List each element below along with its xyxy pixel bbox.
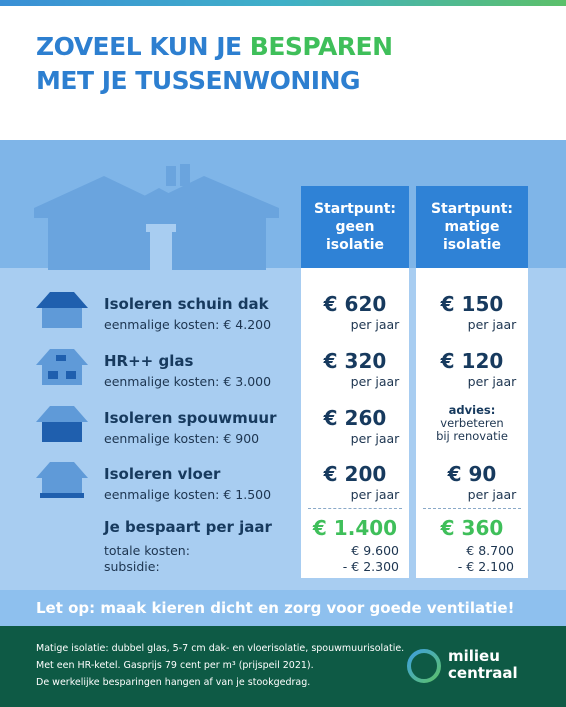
row-period: per jaar bbox=[350, 374, 400, 389]
total-costs: € 9.600 bbox=[351, 543, 399, 558]
row-period: per jaar bbox=[467, 317, 517, 332]
row-amount: € 150 bbox=[440, 292, 504, 316]
column-header-line: Startpunt: bbox=[430, 201, 514, 217]
row-amount: € 200 bbox=[323, 462, 387, 486]
house-floor-icon bbox=[36, 460, 88, 498]
total-subsidy: - € 2.100 bbox=[457, 559, 514, 574]
milieu-centraal-logo-icon bbox=[406, 648, 442, 684]
title-line2: MET JE TUSSENWONING bbox=[36, 66, 361, 95]
house-roof-icon bbox=[36, 290, 88, 328]
total-amount: € 1.400 bbox=[312, 516, 398, 540]
row-cost: eenmalige kosten: € 4.200 bbox=[104, 317, 272, 332]
column-header-line: isolatie bbox=[326, 237, 384, 253]
advice-text: verbeteren bbox=[440, 416, 504, 430]
total-costs: € 8.700 bbox=[466, 543, 514, 558]
logo-text bbox=[448, 648, 518, 682]
column-header-line: geen bbox=[335, 219, 375, 235]
advice-label: advies: bbox=[448, 403, 496, 417]
total-subsidy-label: subsidie: bbox=[104, 559, 160, 574]
footer-notes bbox=[36, 640, 416, 691]
total-title: Je bespaart per jaar bbox=[104, 518, 272, 536]
column-header-moderate-insulation bbox=[416, 186, 528, 268]
top-gradient-bar bbox=[0, 0, 566, 6]
total-costs-label: totale kosten: bbox=[104, 543, 190, 558]
house-illustration-icon bbox=[34, 160, 284, 270]
row-period: per jaar bbox=[467, 374, 517, 389]
row-title: Isoleren spouwmuur bbox=[104, 409, 277, 427]
total-separator bbox=[308, 508, 402, 509]
ventilation-warning: Let op: maak kieren dicht en zorg voor goede ventilatie! bbox=[0, 590, 566, 626]
advice-text: bij renovatie bbox=[436, 429, 508, 443]
page-title bbox=[36, 30, 536, 98]
row-amount: € 320 bbox=[323, 349, 387, 373]
row-amount: € 90 bbox=[447, 462, 497, 486]
row-period: per jaar bbox=[467, 487, 517, 502]
column-header-no-insulation bbox=[301, 186, 409, 268]
title-highlight: BESPAREN bbox=[249, 32, 393, 61]
row-period: per jaar bbox=[350, 487, 400, 502]
logo-line: centraal bbox=[448, 664, 518, 682]
total-subsidy: - € 2.300 bbox=[342, 559, 399, 574]
column-header-line: matige bbox=[444, 219, 500, 235]
row-cost: eenmalige kosten: € 3.000 bbox=[104, 374, 272, 389]
row-amount: € 120 bbox=[440, 349, 504, 373]
column-header-line: Startpunt: bbox=[313, 201, 397, 217]
house-windows-icon bbox=[36, 347, 88, 385]
title-prefix: ZOVEEL KUN JE bbox=[36, 32, 250, 61]
row-title: HR++ glas bbox=[104, 352, 194, 370]
logo-line: milieu bbox=[448, 647, 500, 665]
footer-note: Met een HR-ketel. Gasprijs 79 cent per m³ (prijspeil 2021). bbox=[36, 660, 314, 671]
row-period: per jaar bbox=[350, 317, 400, 332]
house-wall-icon bbox=[36, 404, 88, 442]
row-amount: € 260 bbox=[323, 406, 387, 430]
total-amount: € 360 bbox=[440, 516, 504, 540]
footer-note: De werkelijke besparingen hangen af van je stookgedrag. bbox=[36, 677, 311, 688]
row-period: per jaar bbox=[350, 431, 400, 446]
column-header-line: isolatie bbox=[443, 237, 501, 253]
row-cost: eenmalige kosten: € 1.500 bbox=[104, 487, 272, 502]
row-cost: eenmalige kosten: € 900 bbox=[104, 431, 260, 446]
row-title: Isoleren vloer bbox=[104, 465, 221, 483]
row-advice bbox=[416, 404, 528, 443]
footer-note: Matige isolatie: dubbel glas, 5-7 cm dak- en vloerisolatie, spouwmuurisolatie. bbox=[36, 643, 405, 654]
row-amount: € 620 bbox=[323, 292, 387, 316]
row-title: Isoleren schuin dak bbox=[104, 295, 269, 313]
total-separator bbox=[423, 508, 521, 509]
